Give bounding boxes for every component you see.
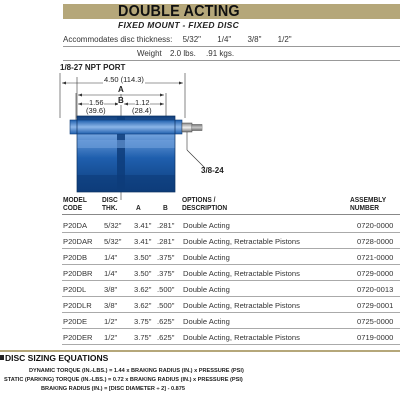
table-row xyxy=(62,251,400,264)
disc-thickness: 1/4" xyxy=(104,253,118,262)
right-dimension-mm: (28.4) xyxy=(132,106,152,115)
header-b: B xyxy=(163,203,168,212)
header-options: OPTIONS / DESCRIPTION xyxy=(182,195,228,212)
model-code: P20DB xyxy=(63,253,88,262)
disc-thickness: 1/2" xyxy=(104,333,118,342)
dim-a-value: 3.50" xyxy=(134,253,152,262)
dim-a-value: 3.41" xyxy=(134,237,152,246)
assembly-number: 0721-0000 xyxy=(357,253,394,262)
header-disc: DISC THK. xyxy=(102,195,118,212)
page-title: DOUBLE ACTING xyxy=(118,3,240,20)
disc-thickness: 1/2" xyxy=(104,317,118,326)
row-divider xyxy=(62,328,400,329)
dim-a-value: 3.62" xyxy=(134,301,152,310)
table-row xyxy=(62,219,400,232)
dim-b-value: .375" xyxy=(157,253,175,262)
table-row xyxy=(62,331,400,344)
disc-thickness: 1/4" xyxy=(104,269,118,278)
model-code: P20DAR xyxy=(63,237,93,246)
page-subtitle: FIXED MOUNT - FIXED DISC xyxy=(118,20,240,30)
section-divider xyxy=(0,350,400,352)
row-divider xyxy=(62,280,400,281)
dim-a-value: 3.75" xyxy=(134,333,152,342)
dim-b-value: .500" xyxy=(157,301,175,310)
equation-braking-radius: BRAKING RADIUS (IN.) = [DISC DIAMETER ÷ 2] - 0.875 xyxy=(41,386,186,392)
assembly-number: 0720-0013 xyxy=(357,285,394,294)
model-code: P20DA xyxy=(63,221,88,230)
table-row xyxy=(62,267,400,280)
thickness-value: 5/32" xyxy=(182,35,202,44)
table-header-rule xyxy=(62,214,400,215)
section-marker xyxy=(0,355,4,360)
table-row xyxy=(62,315,400,328)
model-code: P20DE xyxy=(63,317,88,326)
row-divider xyxy=(62,248,400,249)
assembly-number: 0720-0000 xyxy=(357,221,394,230)
dim-b-value: .281" xyxy=(157,237,175,246)
thickness-value: 1/2" xyxy=(277,35,292,44)
row-divider xyxy=(62,312,400,313)
row-divider xyxy=(62,264,400,265)
right-dimension: 1.12 xyxy=(135,98,150,107)
disc-thickness: 3/8" xyxy=(104,301,118,310)
description: Double Acting, Retractable Pistons xyxy=(183,269,300,278)
disc-thickness: 5/32" xyxy=(104,221,122,230)
weight-lbs: 2.0 lbs. xyxy=(170,49,196,58)
left-dimension: 1.56 xyxy=(89,98,104,107)
header-assembly: ASSEMBLY NUMBER xyxy=(350,195,387,212)
dim-b-value: .281" xyxy=(157,221,175,230)
section-title: DISC SIZING EQUATIONS xyxy=(5,353,109,363)
assembly-number: 0728-0000 xyxy=(357,237,394,246)
table-row xyxy=(62,283,400,296)
thickness-label: Accommodates disc thickness: xyxy=(63,35,173,44)
dim-a-value: 3.75" xyxy=(134,317,152,326)
assembly-number: 0729-0000 xyxy=(357,269,394,278)
thickness-value: 3/8" xyxy=(247,35,262,44)
assembly-number: 0729-0001 xyxy=(357,301,394,310)
description: Double Acting xyxy=(183,221,230,230)
dim-b-value: .500" xyxy=(157,285,175,294)
dim-a-value: 3.41" xyxy=(134,221,152,230)
description: Double Acting, Retractable Pistons xyxy=(183,301,300,310)
model-code: P20DLR xyxy=(63,301,92,310)
table-row xyxy=(62,235,400,248)
bolt-label: 3/8-24 xyxy=(201,166,224,175)
disc-thickness: 5/32" xyxy=(104,237,122,246)
dimension-b: B xyxy=(118,96,124,105)
row-divider xyxy=(62,232,400,233)
description: Double Acting xyxy=(183,253,230,262)
dimension-a: A xyxy=(118,85,124,94)
dim-b-value: .625" xyxy=(157,317,175,326)
model-code: P20DBR xyxy=(63,269,93,278)
assembly-number: 0725-0000 xyxy=(357,317,394,326)
weight-kgs: .91 kgs. xyxy=(206,49,235,58)
description: Double Acting xyxy=(183,285,230,294)
description: Double Acting, Retractable Pistons xyxy=(183,237,300,246)
header-model: MODEL CODE xyxy=(63,195,87,212)
overall-dimension: 4.50 (114.3) xyxy=(104,75,144,84)
row-divider xyxy=(62,296,400,297)
model-code: P20DER xyxy=(63,333,93,342)
row-divider xyxy=(62,344,400,345)
disc-thickness: 3/8" xyxy=(104,285,118,294)
thickness-value: 1/4" xyxy=(217,35,232,44)
equation-dynamic-torque: DYNAMIC TORQUE (IN.-LBS.) = 1.44 x BRAKING RADIUS (IN.) x PRESSURE (PSI) xyxy=(29,368,244,374)
description: Double Acting xyxy=(183,317,230,326)
dim-b-value: .375" xyxy=(157,269,175,278)
equation-static-torque: STATIC (PARKING) TORQUE (IN.-LBS.) = 0.72 x BRAKING RADIUS (IN.) x PRESSURE (PSI) xyxy=(4,377,243,383)
dim-b-value: .625" xyxy=(157,333,175,342)
weight-label: Weight xyxy=(137,49,162,58)
header-a: A xyxy=(136,203,141,212)
bolt-head xyxy=(182,123,192,132)
assembly-number: 0719-0000 xyxy=(357,333,394,342)
port-label: 1/8-27 NPT PORT xyxy=(60,63,126,72)
dim-a-value: 3.62" xyxy=(134,285,152,294)
left-dimension-mm: (39.6) xyxy=(86,106,106,115)
model-code: P20DL xyxy=(63,285,87,294)
dim-a-value: 3.50" xyxy=(134,269,152,278)
description: Double Acting, Retractable Pistons xyxy=(183,333,300,342)
table-row xyxy=(62,299,400,312)
